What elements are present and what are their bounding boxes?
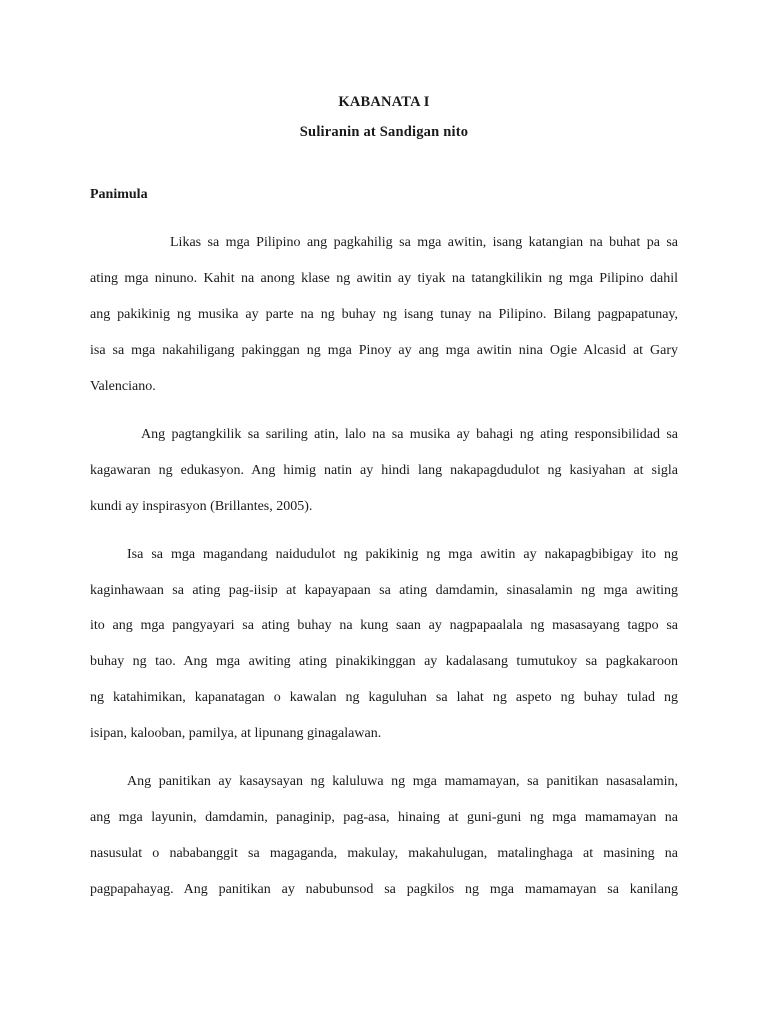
chapter-title: KABANATA I bbox=[338, 94, 430, 110]
paragraph-1-line: ang pakikinig ng musika ay parte na ng buhay ng isang tunay na Pilipino. Bilang pagpapatunay, bbox=[90, 307, 678, 322]
section-heading: Panimula bbox=[90, 187, 148, 202]
paragraph-2-line: Ang pagtangkilik sa sariling atin, lalo na sa musika ay bahagi ng ating responsibilidad sa bbox=[141, 427, 678, 442]
paragraph-4-line: nasusulat o nababanggit sa magaganda, makulay, makahulugan, matalinghaga at masining na bbox=[90, 846, 678, 861]
paragraph-2-line: kundi ay inspirasyon (Brillantes, 2005). bbox=[90, 499, 313, 514]
paragraph-1-line: Valenciano. bbox=[90, 379, 156, 394]
paragraph-4-line: Ang panitikan ay kasaysayan ng kaluluwa ng mga mamamayan, sa panitikan nasasalamin, bbox=[127, 774, 678, 789]
paragraph-3-line: ng katahimikan, kapanatagan o kawalan ng kaguluhan sa lahat ng aspeto ng buhay tulad ng bbox=[90, 690, 678, 705]
paragraph-2-line: kagawaran ng edukasyon. Ang himig natin ay hindi lang nakapagdudulot ng kasiyahan at sigla bbox=[90, 463, 678, 478]
paragraph-3-line: Isa sa mga magandang naidudulot ng pakikinig ng mga awitin ay nakapagbibigay ito ng bbox=[127, 547, 678, 562]
chapter-subtitle: Suliranin at Sandigan nito bbox=[299, 124, 469, 140]
paragraph-1-line: ating mga ninuno. Kahit na anong klase ng awitin ay tiyak na tatangkilikin ng mga Pilipino dahil bbox=[90, 271, 678, 286]
paragraph-4-line: pagpapahayag. Ang panitikan ay nabubunsod sa pagkilos ng mga mamamayan sa kanilang bbox=[90, 882, 678, 897]
paragraph-1-line: isa sa mga nakahiligang pakinggan ng mga Pinoy ay ang mga awitin nina Ogie Alcasid at Gary bbox=[90, 343, 678, 358]
paragraph-3-line: isipan, kalooban, pamilya, at lipunang ginagalawan. bbox=[90, 726, 382, 741]
paragraph-3-line: buhay ng tao. Ang mga awiting ating pinakikinggan ay kadalasang tumutukoy sa pagkakaroon bbox=[90, 654, 678, 669]
paragraph-4-line: ang mga layunin, damdamin, panaginip, pag-asa, hinaing at guni-guni ng mga mamamayan na bbox=[90, 810, 678, 825]
paragraph-3-line: kaginhawaan sa ating pag-iisip at kapayapaan sa ating damdamin, sinasalamin ng mga awiting bbox=[90, 583, 678, 598]
paragraph-1-line: Likas sa mga Pilipino ang pagkahilig sa mga awitin, isang katangian na buhat pa sa bbox=[170, 235, 678, 250]
paragraph-3-line: ito ang mga pangyayari sa ating buhay na kung saan ay nagpapaalala ng masasayang tagpo sa bbox=[90, 618, 678, 633]
